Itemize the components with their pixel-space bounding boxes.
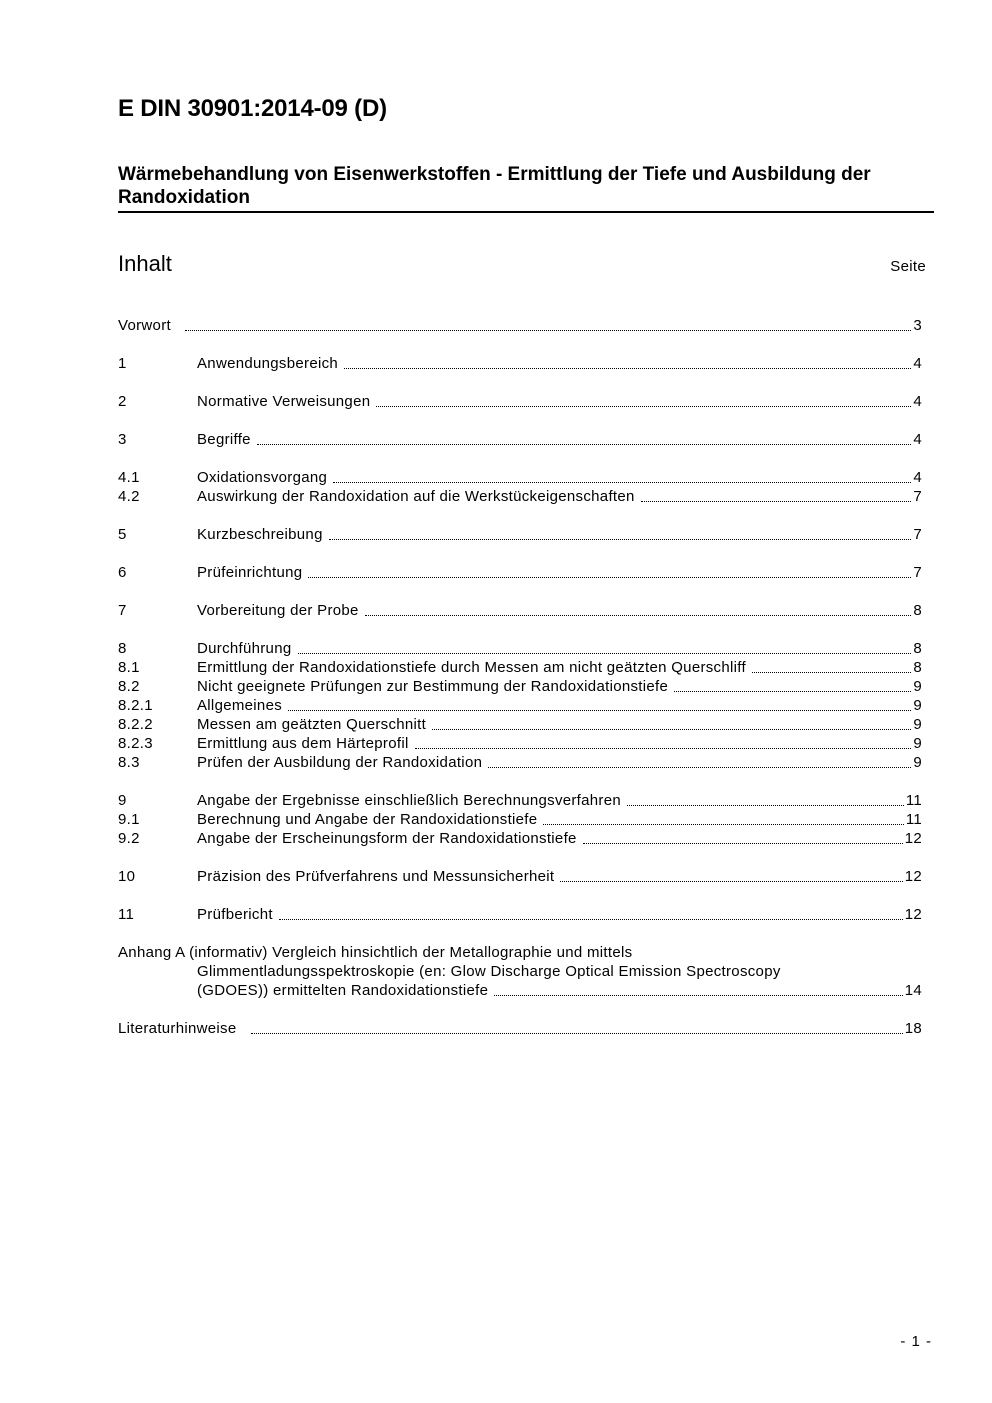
dot-leader [674, 691, 911, 692]
toc-entry[interactable] [118, 392, 922, 411]
toc-entry-number: 4.2 [118, 488, 140, 505]
toc-entry[interactable] [118, 563, 922, 582]
toc-entry-label: Vorbereitung der Probe [197, 602, 359, 619]
toc-page-number: 11 [905, 811, 922, 828]
toc-entry-number: 8.2.2 [118, 716, 153, 733]
toc-entry[interactable] [118, 753, 922, 772]
dot-leader [494, 995, 902, 996]
toc-entry[interactable] [118, 430, 922, 449]
toc-entry[interactable] [118, 867, 922, 886]
toc-entry[interactable] [118, 658, 922, 677]
toc-entry[interactable] [118, 791, 922, 810]
toc-entry-number: 8.2.1 [118, 697, 153, 714]
toc-page-number: 9 [913, 716, 922, 733]
annex-line-3: (GDOES)) ermittelten Randoxidationstiefe [197, 982, 489, 999]
toc-page-number: 9 [913, 697, 922, 714]
dot-leader [432, 729, 911, 730]
toc-entry-number: 2 [118, 393, 127, 410]
toc-entry-number: 9 [118, 792, 127, 809]
toc-entry[interactable] [118, 601, 922, 620]
toc-page-number: 8 [913, 640, 922, 657]
document-title: Wärmebehandlung von Eisenwerkstoffen - Ermittlung der Tiefe und Ausbildung der Randoxidation [118, 163, 934, 213]
toc-entry-label: Prüfbericht [197, 906, 273, 923]
dot-leader [329, 539, 912, 540]
toc-entry-label: Oxidationsvorgang [197, 469, 328, 486]
dot-leader [641, 501, 912, 502]
toc-entry-number: 8.1 [118, 659, 140, 676]
toc-page-number: 14 [904, 982, 922, 999]
toc-entry-number: 10 [118, 868, 136, 885]
toc-entry-label: Durchführung [197, 640, 292, 657]
toc-entry[interactable] [118, 829, 922, 848]
dot-leader [488, 767, 911, 768]
page-number: - 1 - [900, 1333, 932, 1350]
toc-entry-number: 8.3 [118, 754, 140, 771]
dot-leader [560, 881, 902, 882]
table-of-contents [118, 316, 922, 1057]
dot-leader [376, 406, 911, 407]
toc-entry[interactable] [118, 316, 922, 335]
toc-entry-label: Prüfeinrichtung [197, 564, 303, 581]
toc-entry-label: Kurzbeschreibung [197, 526, 323, 543]
toc-page-number: 4 [913, 469, 922, 486]
toc-entry-number: 8.2.3 [118, 735, 153, 752]
dot-leader [288, 710, 911, 711]
toc-entry-bibliography[interactable] [118, 1019, 922, 1038]
toc-page-number: 9 [913, 735, 922, 752]
toc-entry-label: Begriffe [197, 431, 251, 448]
toc-page-number: 4 [913, 393, 922, 410]
dot-leader [583, 843, 903, 844]
toc-entry-label: Prüfen der Ausbildung der Randoxidation [197, 754, 483, 771]
toc-page-number: 7 [913, 526, 922, 543]
toc-entry[interactable] [118, 354, 922, 373]
dot-leader [344, 368, 911, 369]
toc-entry-label: Berechnung und Angabe der Randoxidationstiefe [197, 811, 538, 828]
toc-entry-label: Literaturhinweise [118, 1020, 237, 1037]
toc-entry-label: Angabe der Erscheinungsform der Randoxidationstiefe [197, 830, 577, 847]
toc-entry-label: Angabe der Ergebnisse einschließlich Berechnungsverfahren [197, 792, 622, 809]
toc-entry-label: Ermittlung aus dem Härteprofil [197, 735, 409, 752]
dot-leader [279, 919, 903, 920]
toc-page-number: 8 [913, 602, 922, 619]
toc-entry-number: 8 [118, 640, 127, 657]
toc-page-number: 9 [913, 678, 922, 695]
toc-entry-number: 1 [118, 355, 127, 372]
toc-entry-number: 9.2 [118, 830, 140, 847]
toc-entry[interactable] [118, 468, 922, 487]
toc-entry[interactable] [118, 810, 922, 829]
toc-entry-label: Allgemeines [197, 697, 283, 714]
document-id: E DIN 30901:2014-09 (D) [118, 95, 387, 122]
toc-entry-label: Auswirkung der Randoxidation auf die Werkstückeigenschaften [197, 488, 635, 505]
dot-leader [251, 1033, 903, 1034]
toc-entry-label: Messen am geätzten Querschnitt [197, 716, 427, 733]
toc-page-number: 12 [904, 906, 922, 923]
dot-leader [333, 482, 911, 483]
annex-line-2: Glimmentladungsspektroskopie (en: Glow Discharge Optical Emission Spectroscopy [197, 963, 781, 980]
toc-page-number: 9 [913, 754, 922, 771]
toc-entry[interactable] [118, 639, 922, 658]
toc-entry[interactable] [118, 905, 922, 924]
toc-page-number: 8 [913, 659, 922, 676]
toc-entry-label: Nicht geeignete Prüfungen zur Bestimmung der Randoxidationstiefe [197, 678, 669, 695]
toc-page-number: 4 [913, 355, 922, 372]
toc-page-number: 18 [904, 1020, 922, 1037]
dot-leader [308, 577, 911, 578]
dot-leader [752, 672, 911, 673]
toc-entry-label: Vorwort [118, 317, 171, 334]
toc-entry[interactable] [118, 677, 922, 696]
toc-entry[interactable] [118, 734, 922, 753]
toc-heading: Inhalt [118, 251, 172, 276]
dot-leader [185, 330, 911, 331]
dot-leader [365, 615, 912, 616]
toc-page-number: 11 [905, 792, 922, 809]
toc-entry[interactable] [118, 715, 922, 734]
dot-leader [543, 824, 903, 825]
dot-leader [415, 748, 912, 749]
toc-entry[interactable] [118, 487, 922, 506]
annex-line-1: Anhang A (informativ) Vergleich hinsichtlich der Metallographie und mittels [118, 944, 633, 961]
dot-leader [257, 444, 912, 445]
toc-entry-annex-a[interactable] [118, 943, 922, 1000]
toc-entry-label: Normative Verweisungen [197, 393, 371, 410]
toc-page-number: 7 [913, 488, 922, 505]
dot-leader [298, 653, 912, 654]
toc-page-number: 7 [913, 564, 922, 581]
toc-entry-number: 5 [118, 526, 127, 543]
toc-page-number: 3 [913, 317, 922, 334]
toc-entry-number: 8.2 [118, 678, 140, 695]
toc-entry[interactable] [118, 696, 922, 715]
toc-entry-number: 6 [118, 564, 127, 581]
toc-entry-number: 11 [118, 906, 135, 923]
toc-entry-label: Anwendungsbereich [197, 355, 339, 372]
toc-page-number: 12 [904, 830, 922, 847]
dot-leader [627, 805, 904, 806]
toc-entry-label: Ermittlung der Randoxidationstiefe durch Messen am nicht geätzten Querschliff [197, 659, 746, 676]
toc-page-number: 12 [904, 868, 922, 885]
toc-entry[interactable] [118, 525, 922, 544]
toc-entry-number: 3 [118, 431, 127, 448]
toc-page-number: 4 [913, 431, 922, 448]
toc-entry-number: 9.1 [118, 811, 140, 828]
toc-entry-number: 4.1 [118, 469, 140, 486]
toc-entry-number: 7 [118, 602, 127, 619]
toc-entry-label: Präzision des Prüfverfahrens und Messunsicherheit [197, 868, 555, 885]
page-column-label: Seite [890, 258, 926, 275]
